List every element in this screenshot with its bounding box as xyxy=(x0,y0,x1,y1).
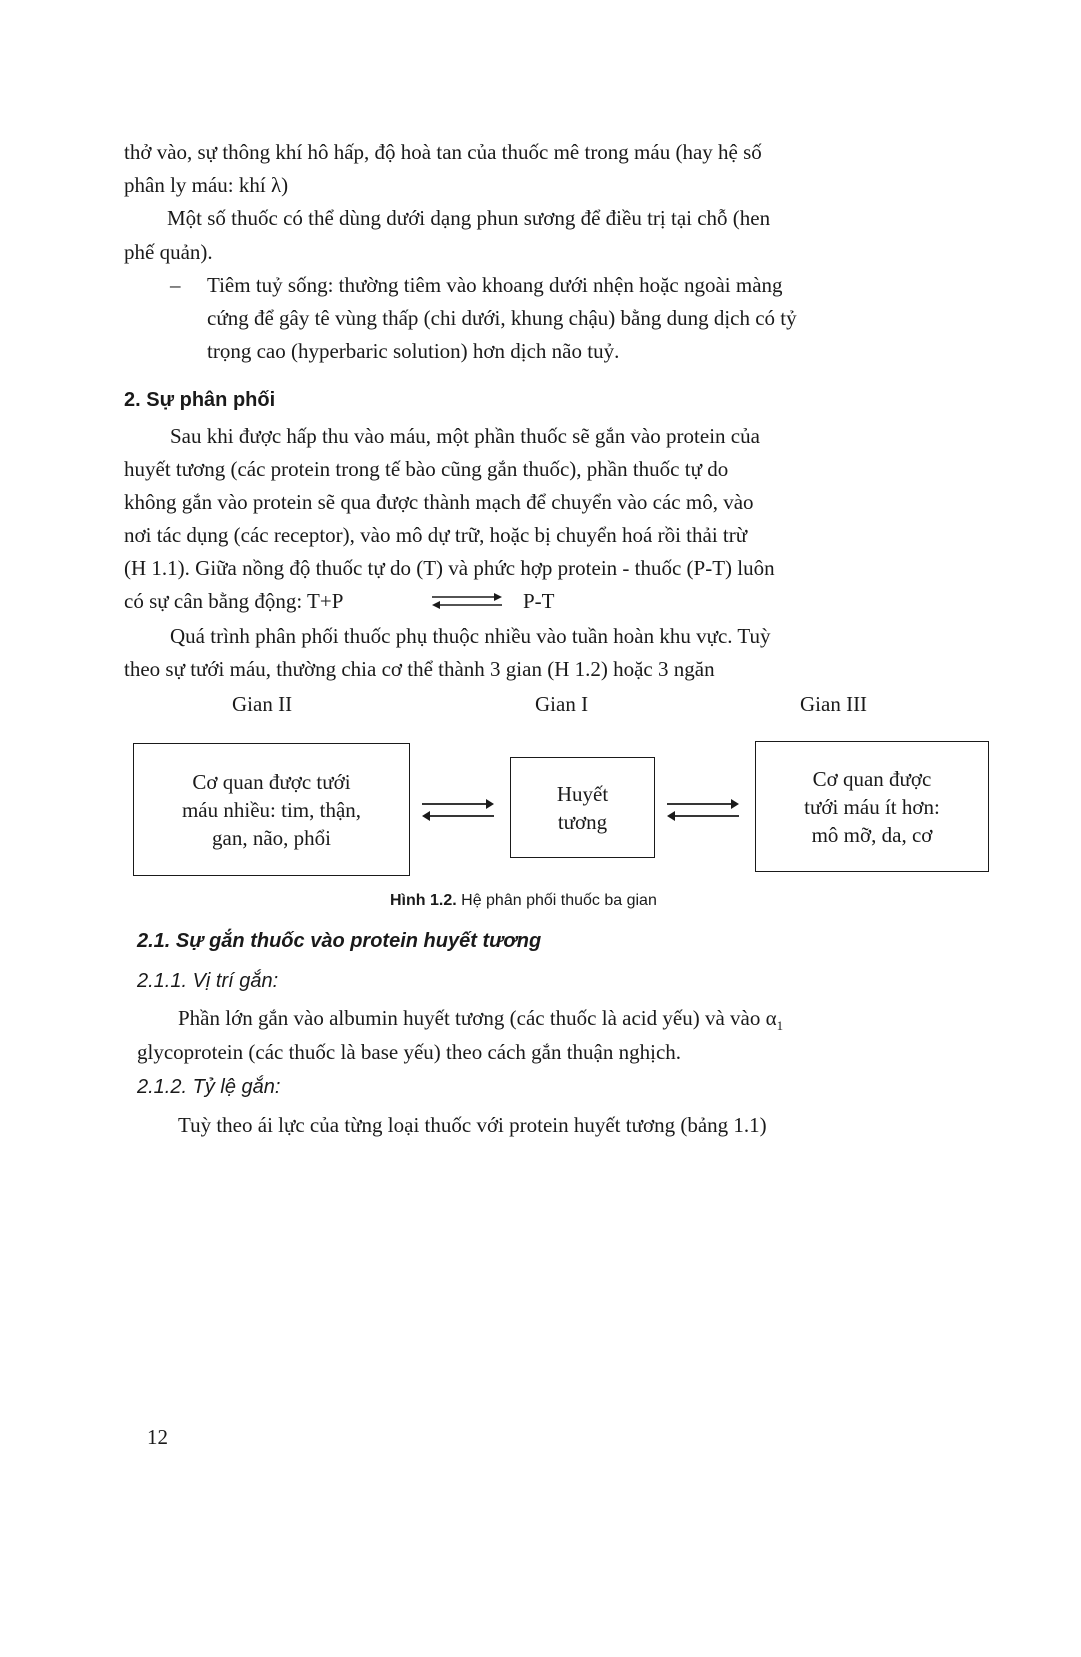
body-line: theo sự tưới máu, thường chia cơ thể thành 3 gian (H 1.2) hoặc 3 ngăn xyxy=(124,657,715,681)
box-line: Cơ quan được xyxy=(812,766,932,791)
box-line: gan, não, phổi xyxy=(212,825,331,850)
section-heading: 2. Sự phân phối xyxy=(124,389,276,411)
body-line: thở vào, sự thông khí hô hấp, độ hoà tan của thuốc mê trong máu (hay hệ số xyxy=(124,140,762,164)
sub-subsection-heading: 2.1.2. Tỷ lệ gắn: xyxy=(137,1076,281,1098)
bullet-line: trọng cao (hyperbaric solution) hơn dịch não tuỷ. xyxy=(207,339,620,363)
box-plasma xyxy=(510,757,655,858)
body-text: Phần lớn gắn vào albumin huyết tương (các thuốc là acid yếu) và vào α xyxy=(178,1006,777,1030)
box-line: mô mỡ, da, cơ xyxy=(811,822,933,847)
gan-i-label: Gian I xyxy=(535,692,589,716)
body-line: Một số thuốc có thể dùng dưới dạng phun sương để điều trị tại chỗ (hen xyxy=(167,206,771,230)
body-line xyxy=(178,1004,783,1040)
body-line: huyết tương (các protein trong tế bào cũng gắn thuốc), phần thuốc tự do xyxy=(124,457,729,481)
body-line: Tuỳ theo ái lực của từng loại thuốc với protein huyết tương (bảng 1.1) xyxy=(178,1113,767,1137)
body-line: (H 1.1). Giữa nồng độ thuốc tự do (T) và phức hợp protein - thuốc (P-T) luôn xyxy=(124,556,775,580)
body-line: phế quản). xyxy=(124,240,213,264)
box-line: Cơ quan được tưới xyxy=(192,769,351,794)
box-line: tưới máu ít hơn: xyxy=(804,794,940,819)
gan-ii-label: Gian II xyxy=(232,692,293,716)
bidirectional-arrow-left-icon xyxy=(422,798,494,822)
caption-text: Hệ phân phối thuốc ba gian xyxy=(456,892,657,909)
page-number: 12 xyxy=(147,1425,168,1449)
box-low-perfusion xyxy=(755,741,989,872)
gan-iii-label: Gian III xyxy=(800,692,868,716)
body-line: phân ly máu: khí λ) xyxy=(124,173,289,197)
body-line: P-T xyxy=(523,589,555,613)
figure-caption xyxy=(390,892,657,910)
box-high-perfusion xyxy=(133,743,410,876)
bidirectional-arrow-right-icon xyxy=(667,798,739,822)
body-line: không gắn vào protein sẽ qua được thành mạch để chuyển vào các mô, vào xyxy=(124,490,754,514)
bullet-line: cứng để gây tê vùng thấp (chi dưới, khung chậu) bằng dung dịch có tỷ xyxy=(207,306,797,330)
body-line: có sự cân bằng động: T+P xyxy=(124,589,344,613)
bullet-marker: – xyxy=(170,273,181,297)
sub-subsection-heading: 2.1.1. Vị trí gắn: xyxy=(137,970,279,992)
box-line: máu nhiều: tim, thận, xyxy=(181,797,362,822)
body-line: Quá trình phân phối thuốc phụ thuộc nhiều vào tuần hoàn khu vực. Tuỳ xyxy=(170,624,771,648)
body-line: Sau khi được hấp thu vào máu, một phần thuốc sẽ gắn vào protein của xyxy=(170,424,760,448)
body-line: glycoprotein (các thuốc là base yếu) theo cách gắn thuận nghịch. xyxy=(137,1040,682,1064)
bullet-line: Tiêm tuỷ sống: thường tiêm vào khoang dưới nhện hoặc ngoài màng xyxy=(207,273,783,297)
box-line: tương xyxy=(557,809,608,834)
caption-label: Hình 1.2. xyxy=(390,892,457,909)
equilibrium-arrows-icon xyxy=(432,589,502,613)
subsection-heading: 2.1. Sự gắn thuốc vào protein huyết tương xyxy=(137,930,542,952)
body-line: nơi tác dụng (các receptor), vào mô dự trữ, hoặc bị chuyển hoá rồi thải trừ xyxy=(124,523,748,547)
box-line: Huyết xyxy=(556,781,609,806)
subscript: 1 xyxy=(776,1018,784,1034)
